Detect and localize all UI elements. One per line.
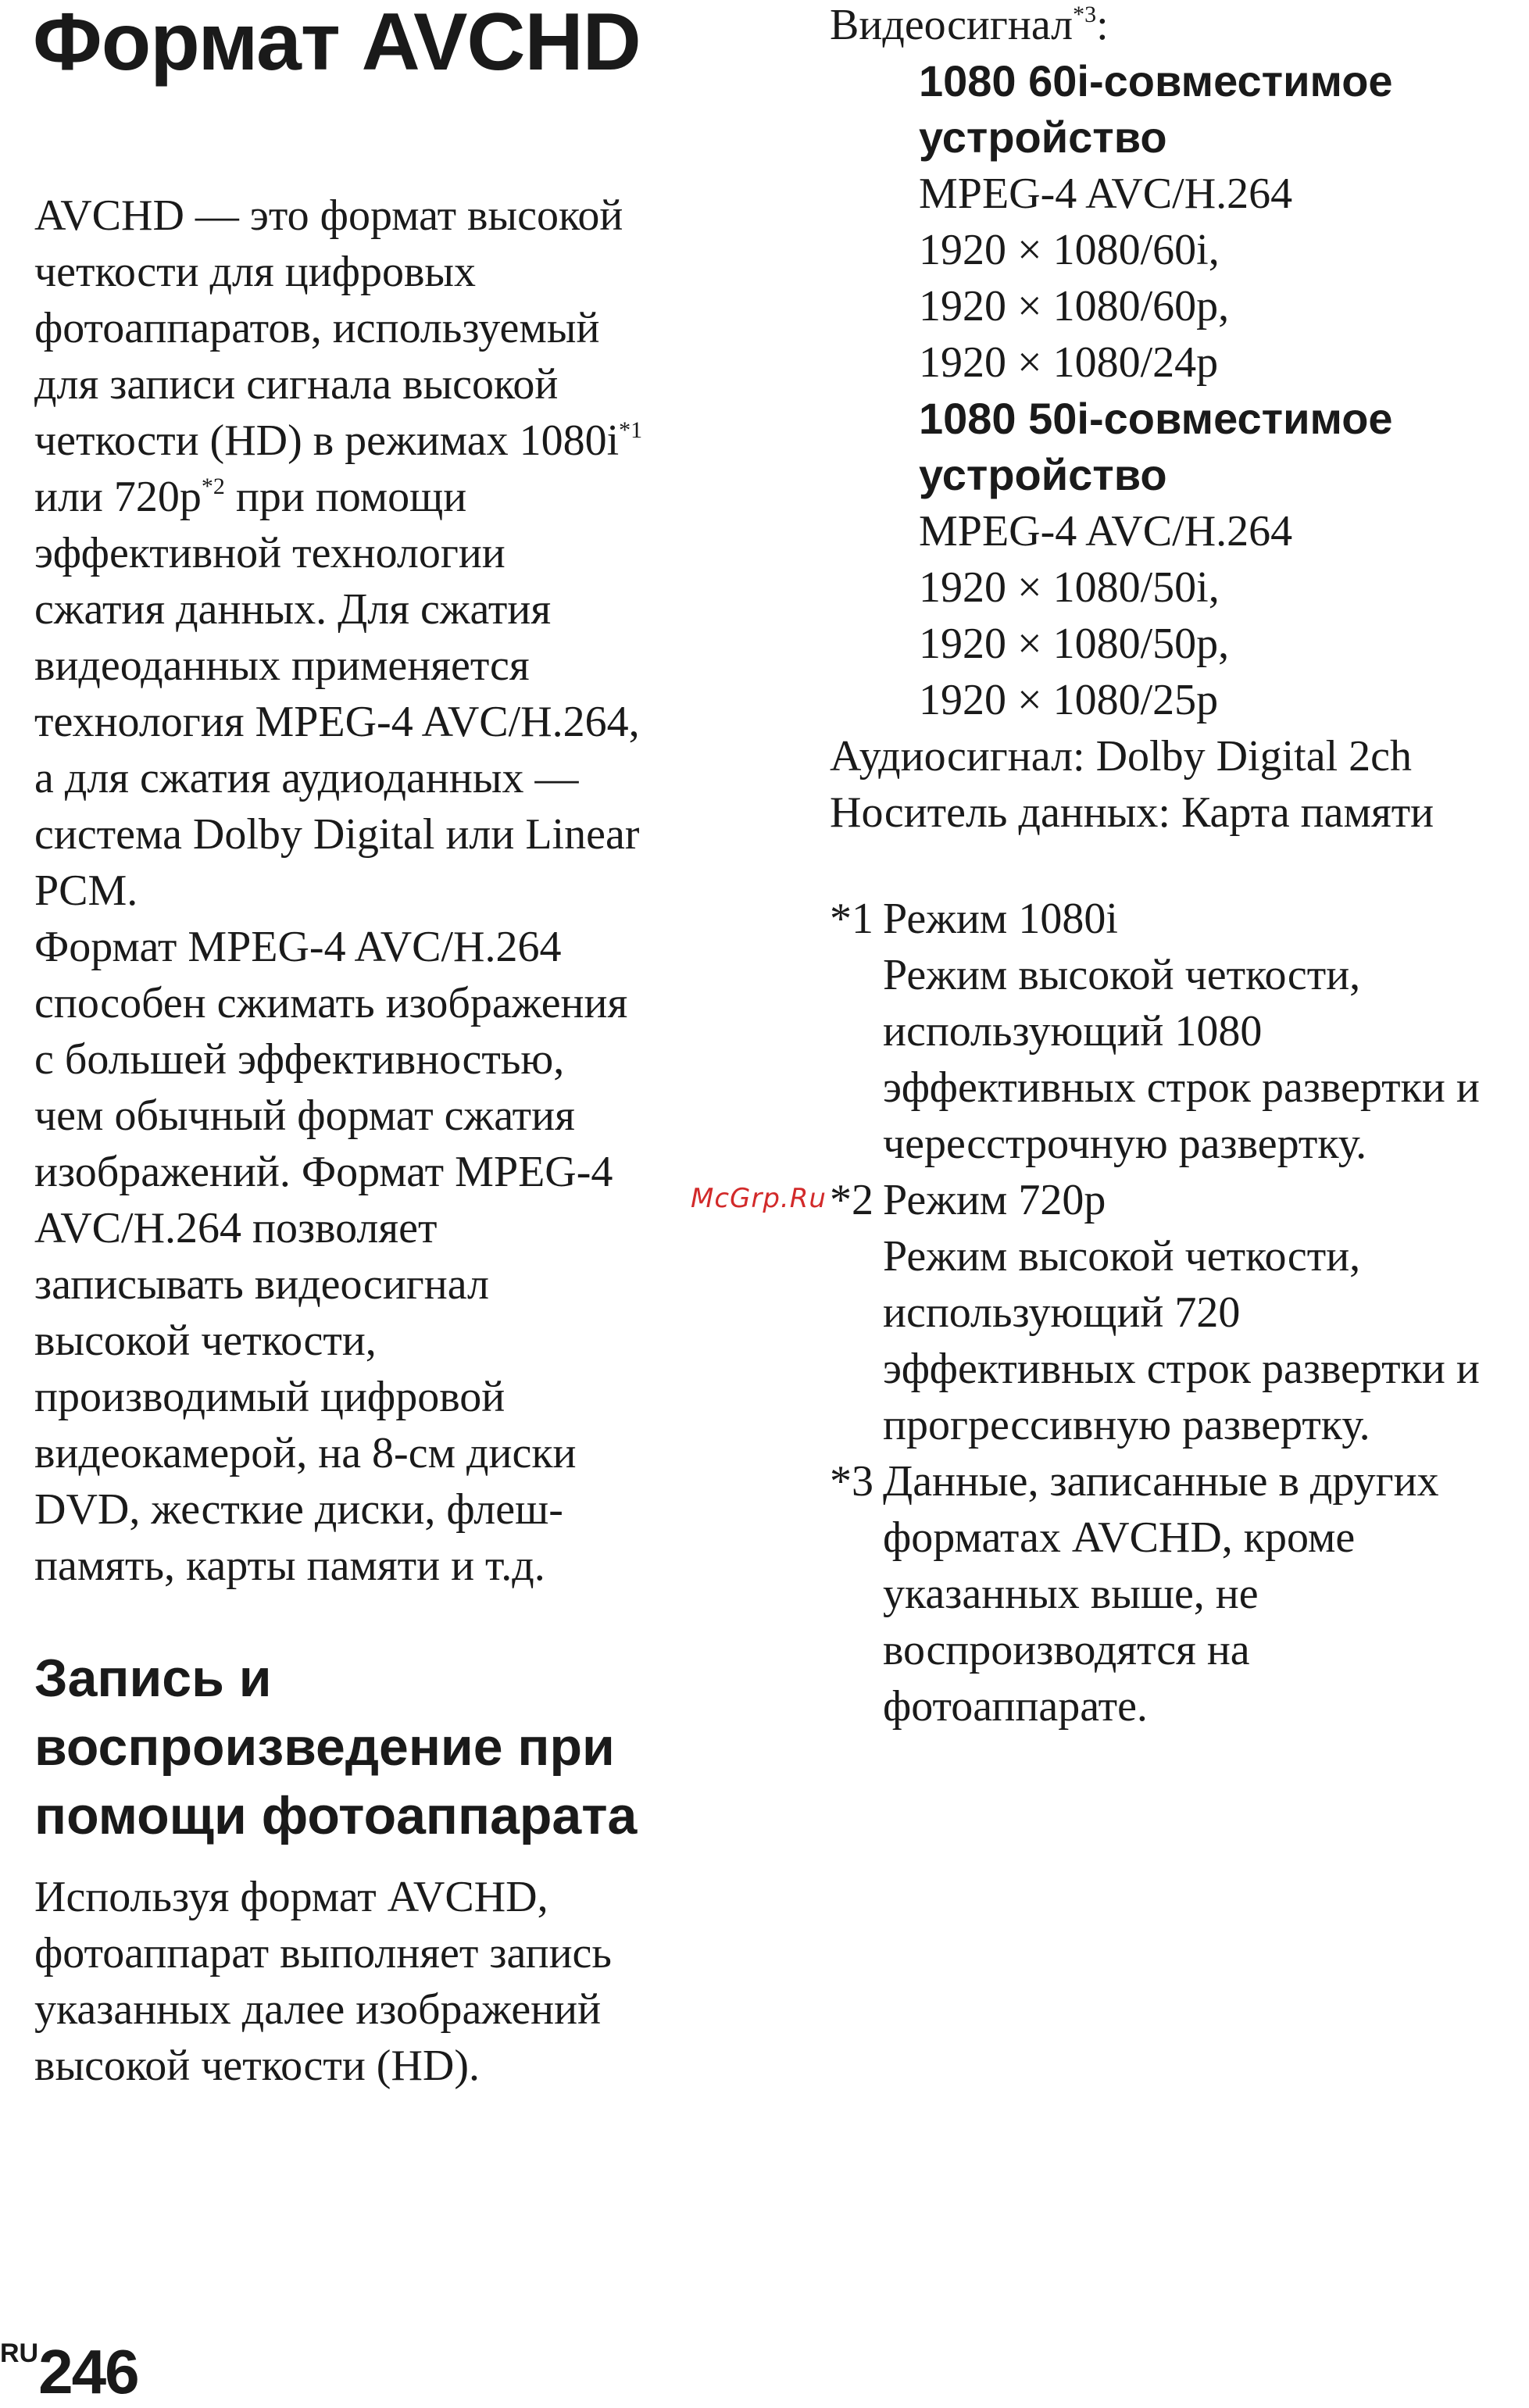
intro-line bbox=[34, 469, 738, 525]
footnote-line: Режим 720p bbox=[883, 1176, 1106, 1224]
footnote-mark: *2 bbox=[830, 1176, 873, 1224]
intro-line: Формат MPEG-4 AVC/H.264 bbox=[34, 923, 562, 971]
footnote-ref-3: *3 bbox=[1073, 2, 1097, 27]
footnote-line: чересстрочную развертку. bbox=[883, 1120, 1367, 1168]
intro-line: видеоданных применяется bbox=[34, 641, 530, 690]
section-body-line: фотоаппарат выполняет запись bbox=[34, 1929, 612, 1977]
spec-group-title-60i: устройство bbox=[919, 113, 1167, 162]
section-heading-line: воспроизведение при bbox=[34, 1717, 615, 1777]
spec-group-title-50i: устройство bbox=[919, 450, 1167, 499]
video-signal-label bbox=[830, 0, 1529, 53]
footnote-line: Режим высокой четкости, bbox=[883, 951, 1361, 999]
section-heading bbox=[34, 1644, 738, 1850]
page-title: Формат AVCHD bbox=[33, 0, 641, 88]
intro-line: AVC/H.264 позволяет bbox=[34, 1204, 438, 1252]
section-body bbox=[34, 1869, 738, 2094]
intro-line: высокой четкости, bbox=[34, 1317, 377, 1365]
watermark-link[interactable]: McGrp.Ru bbox=[691, 1183, 827, 1214]
spec-mode: 1920 × 1080/60i, bbox=[919, 226, 1220, 274]
spec-block bbox=[830, 0, 1529, 841]
page-language-code: RU bbox=[0, 2338, 39, 2368]
spec-mode: 1920 × 1080/24p bbox=[919, 338, 1219, 387]
intro-line bbox=[34, 413, 738, 469]
video-label-suffix: : bbox=[1096, 1, 1109, 49]
footnote-line: Данные, записанные в других bbox=[883, 1457, 1439, 1506]
intro-line-text: или 720p bbox=[34, 473, 202, 521]
intro-line: записывать видеосигнал bbox=[34, 1260, 489, 1309]
intro-line: для записи сигнала высокой bbox=[34, 360, 559, 409]
page-number-value: 246 bbox=[38, 2337, 138, 2406]
footnote-1 bbox=[830, 891, 1529, 1172]
intro-line: четкости для цифровых bbox=[34, 248, 477, 296]
intro-line: память, карты памяти и т.д. bbox=[34, 1542, 545, 1590]
footnote-line: форматах AVCHD, кроме bbox=[883, 1513, 1356, 1562]
intro-line: эффективной технологии bbox=[34, 529, 505, 577]
intro-line: технология MPEG-4 AVC/H.264, bbox=[34, 698, 640, 746]
footnote-line: эффективных строк развертки и bbox=[883, 1063, 1480, 1112]
footnote-ref-1: *1 bbox=[619, 417, 643, 443]
section-body-line: высокой четкости (HD). bbox=[34, 2042, 480, 2090]
footnote-line: использующий 1080 bbox=[883, 1007, 1263, 1056]
footnote-ref-2: *2 bbox=[201, 473, 225, 499]
intro-line: способен сжимать изображения bbox=[34, 979, 628, 1027]
spec-group-title-50i: 1080 50i-совместимое bbox=[919, 394, 1393, 443]
intro-line: с большей эффективностью, bbox=[34, 1035, 565, 1084]
spec-mode: 1920 × 1080/25p bbox=[919, 676, 1219, 724]
footnote-line: использующий 720 bbox=[883, 1288, 1241, 1337]
intro-line: фотоаппаратов, используемый bbox=[34, 304, 600, 352]
intro-line: изображений. Формат MPEG-4 bbox=[34, 1148, 613, 1196]
intro-line-text: четкости (HD) в режимах 1080i bbox=[34, 416, 620, 465]
footnote-line: Режим высокой четкости, bbox=[883, 1232, 1361, 1281]
intro-line: PCM. bbox=[34, 866, 138, 915]
spec-mode: 1920 × 1080/50i, bbox=[919, 563, 1220, 612]
section-heading-line: помощи фотоаппарата bbox=[34, 1786, 638, 1845]
intro-line: DVD, жесткие диски, флеш- bbox=[34, 1485, 563, 1534]
intro-line-text: при помощи bbox=[235, 473, 467, 521]
spec-codec: MPEG-4 AVC/H.264 bbox=[919, 170, 1293, 218]
footnote-mark: *1 bbox=[830, 895, 873, 943]
footnote-line: фотоаппарате. bbox=[883, 1682, 1148, 1731]
storage-media: Носитель данных: Карта памяти bbox=[830, 788, 1434, 837]
spec-group-title-60i: 1080 60i-совместимое bbox=[919, 56, 1393, 105]
footnote-3 bbox=[830, 1453, 1529, 1735]
section-body-line: Используя формат AVCHD, bbox=[34, 1873, 548, 1921]
section-body-line: указанных далее изображений bbox=[34, 1985, 602, 2034]
spec-codec: MPEG-4 AVC/H.264 bbox=[919, 507, 1293, 556]
intro-line: AVCHD — это формат высокой bbox=[34, 191, 623, 240]
footnote-line: указанных выше, не bbox=[883, 1570, 1259, 1618]
section-heading-line: Запись и bbox=[34, 1649, 272, 1708]
footnotes bbox=[830, 891, 1529, 1735]
footnote-line: воспроизводятся на bbox=[883, 1626, 1250, 1674]
intro-line: а для сжатия аудиоданных — bbox=[34, 754, 579, 802]
footnote-line: прогрессивную развертку. bbox=[883, 1401, 1370, 1449]
footnote-mark: *3 bbox=[830, 1457, 873, 1506]
intro-line: видеокамерой, на 8-см диски bbox=[34, 1429, 577, 1477]
spec-mode: 1920 × 1080/60p, bbox=[919, 282, 1230, 330]
audio-signal: Аудиосигнал: Dolby Digital 2ch bbox=[830, 732, 1412, 781]
footnote-line: Режим 1080i bbox=[883, 895, 1118, 943]
video-label-text: Видеосигнал bbox=[830, 1, 1074, 49]
footnote-2 bbox=[830, 1172, 1529, 1453]
intro-line: чем обычный формат сжатия bbox=[34, 1091, 575, 1140]
intro-paragraph bbox=[34, 188, 738, 1594]
intro-line: сжатия данных. Для сжатия bbox=[34, 585, 552, 634]
spec-mode: 1920 × 1080/50p, bbox=[919, 620, 1230, 668]
intro-line: система Dolby Digital или Linear bbox=[34, 810, 640, 859]
footnote-line: эффективных строк развертки и bbox=[883, 1345, 1480, 1393]
page-number bbox=[0, 2336, 138, 2408]
intro-line: производимый цифровой bbox=[34, 1373, 505, 1421]
